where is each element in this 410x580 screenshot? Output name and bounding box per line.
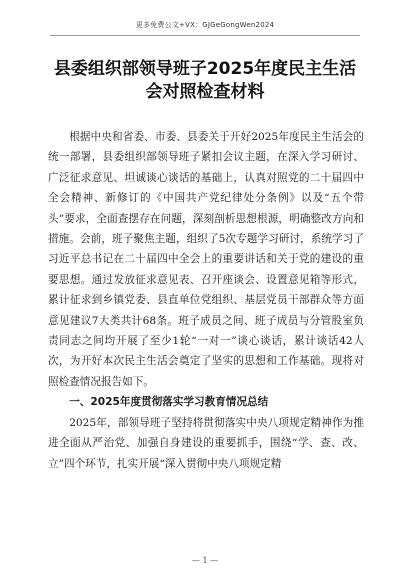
section-heading-1: 一、2025年度贯彻落实学习教育情况总结 xyxy=(69,396,269,409)
title-line-1: 县委组织部领导班子2025年度民主生活 xyxy=(53,59,357,79)
title-line-2: 会对照检查材料 xyxy=(145,82,265,102)
page-number: — 1 — xyxy=(191,556,219,565)
page-header: 更多免费公文+VX：GJGeGongWen2024 xyxy=(135,21,275,29)
header-divider xyxy=(50,35,360,36)
body-paragraph-2: 2025年，部领导班子坚持将贯彻落实中央八项规定精神作为推进全面从严治党、加强自身建设的重要抓手，围绕“学、查、改、立”四个环节，扎实开展“深入贯彻中央八项规定精 xyxy=(48,416,364,470)
document-body xyxy=(48,127,364,474)
document-title xyxy=(40,58,370,104)
body-paragraph-1: 根据中央和省委、市委、县委关于开好2025年度民主生活会的统一部署，县委组织部领导班子紧扣会议主题，在深入学习研讨、广泛征求意见、坦诚谈心谈话的基础上，认真对照党的二十届四中全会精神、新修订的《中国共产党纪律处分条例》以及“五个带头”要求，全面查摆存在问题，深刻剖析思想根源，明确整改方向和措施。会前，班子聚焦主题，组织了5次专题学习研讨，系统学习了习近平总书记在二十届四中全会上的重要讲话和关于党的建设的重要思想。通过发放征求意见表、召开座谈会、设置意见箱等形式，累计征求到乡镇党委、县直单位党组织、基层党员干部群众等方面意见建议7大类共计68条。班子成员之间、班子成员与分管股室负责同志之间均开展了至少1轮“一对一”谈心谈话，累计谈话42人次，为开好本次民主生活会奠定了坚实的思想和工作基础。现将对照检查情况报告如下。 xyxy=(48,131,364,388)
